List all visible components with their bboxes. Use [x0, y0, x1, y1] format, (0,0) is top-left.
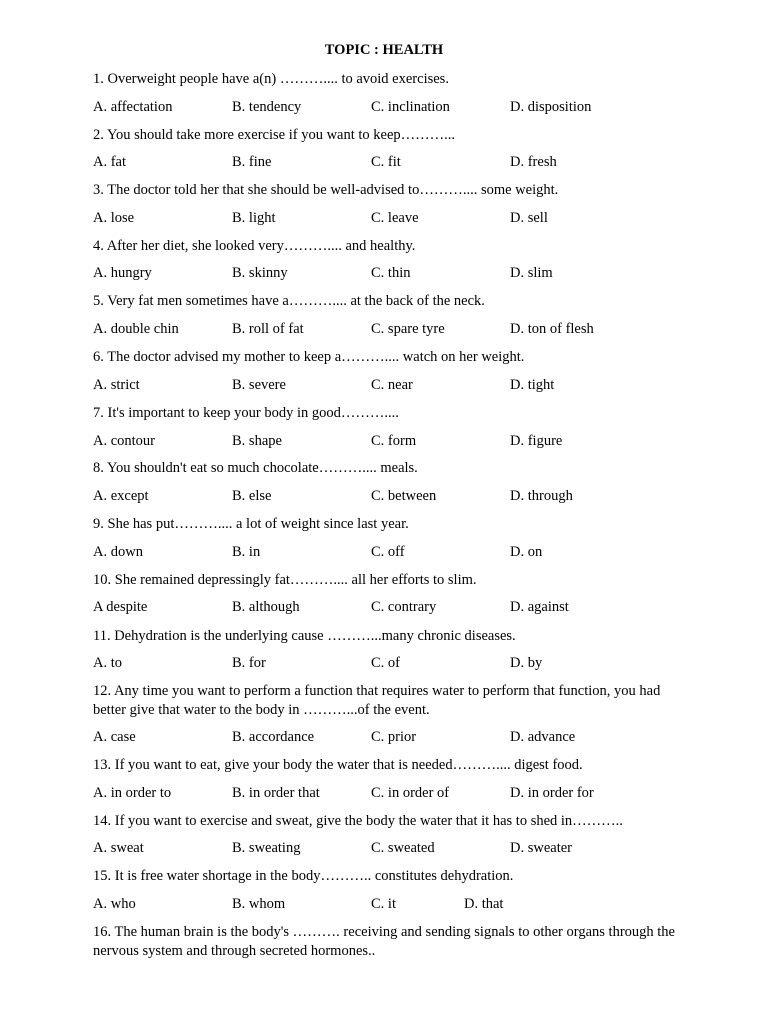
option-d: D. by — [510, 655, 543, 671]
option-a: A. down — [93, 544, 143, 560]
option-b: B. for — [232, 655, 266, 671]
option-d: D. ton of flesh — [510, 321, 594, 337]
options-4 — [93, 264, 693, 283]
option-a: A. strict — [93, 377, 140, 393]
option-d: D. on — [510, 544, 543, 560]
option-a: A. sweat — [93, 840, 144, 856]
option-b: B. in — [232, 544, 261, 560]
option-b: B. shape — [232, 433, 282, 449]
option-d: D. figure — [510, 433, 563, 449]
option-a: A. double chin — [93, 321, 179, 337]
option-a: A. in order to — [93, 785, 172, 801]
question-15: 15. It is free water shortage in the body……….. constitutes dehydration. — [93, 868, 514, 884]
option-b: B. accordance — [232, 729, 315, 745]
question-12: 12. Any time you want to perform a function that requires water to perform that function, you had better give that water to the body in ………...of the event. — [93, 683, 661, 718]
option-d: D. against — [510, 599, 569, 615]
option-a: A. affectation — [93, 99, 173, 115]
option-b: B. tendency — [232, 99, 302, 115]
option-d: D. in order for — [510, 785, 594, 801]
option-c: C. prior — [371, 729, 417, 745]
option-b: B. in order that — [232, 785, 320, 801]
options-11 — [93, 654, 693, 673]
option-a: A. hungry — [93, 265, 152, 281]
option-c: C. fit — [371, 154, 401, 170]
option-a: A. contour — [93, 433, 156, 449]
question-4: 4. After her diet, she looked very……….... and healthy. — [93, 238, 416, 254]
options-3 — [93, 209, 693, 228]
question-7: 7. It's important to keep your body in good……….... — [93, 405, 399, 421]
option-b: B. else — [232, 488, 272, 504]
options-10 — [93, 598, 693, 617]
option-d: D. fresh — [510, 154, 557, 170]
option-c: C. it — [371, 896, 396, 912]
question-2: 2. You should take more exercise if you want to keep………... — [93, 127, 456, 143]
question-8: 8. You shouldn't eat so much chocolate……….... meals. — [93, 460, 418, 476]
option-b: B. fine — [232, 154, 272, 170]
option-c: C. form — [371, 433, 417, 449]
option-a: A. to — [93, 655, 122, 671]
option-a: A despite — [93, 599, 148, 615]
option-d: D. sell — [510, 210, 548, 226]
option-d: D. tight — [510, 377, 555, 393]
option-d: D. sweater — [510, 840, 573, 856]
option-c: C. off — [371, 544, 405, 560]
question-16: 16. The human brain is the body's ………. receiving and sending signals to other organs through the nervous system and through secreted hormones.. — [93, 924, 675, 959]
option-b: B. whom — [232, 896, 286, 912]
option-d: D. through — [510, 488, 573, 504]
question-3: 3. The doctor told her that she should be well-advised to……….... some weight. — [93, 182, 559, 198]
question-14: 14. If you want to exercise and sweat, give the body the water that it has to shed in……….. — [93, 813, 623, 829]
options-6 — [93, 376, 693, 395]
option-c: C. between — [371, 488, 437, 504]
question-10: 10. She remained depressingly fat……….... all her efforts to slim. — [93, 572, 477, 588]
question-6: 6. The doctor advised my mother to keep a……….... watch on her weight. — [93, 349, 525, 365]
option-a: A. case — [93, 729, 136, 745]
option-a: A. lose — [93, 210, 135, 226]
question-9: 9. She has put……….... a lot of weight since last year. — [93, 516, 409, 532]
question-13: 13. If you want to eat, give your body the water that is needed……….... digest food. — [93, 757, 583, 773]
option-c: C. sweated — [371, 840, 435, 856]
options-8 — [93, 487, 693, 506]
option-d: D. slim — [510, 265, 553, 281]
option-c: C. in order of — [371, 785, 450, 801]
option-b: B. light — [232, 210, 276, 226]
question-5: 5. Very fat men sometimes have a……….... at the back of the neck. — [93, 293, 485, 309]
options-9 — [93, 543, 693, 562]
options-1 — [93, 98, 693, 117]
options-12 — [93, 728, 693, 747]
option-c: C. near — [371, 377, 413, 393]
option-b: B. although — [232, 599, 300, 615]
option-c: C. of — [371, 655, 400, 671]
option-a: A. except — [93, 488, 149, 504]
option-d: D. disposition — [510, 99, 592, 115]
option-b: B. skinny — [232, 265, 288, 281]
option-c: C. inclination — [371, 99, 450, 115]
option-d: D. advance — [510, 729, 576, 745]
options-13 — [93, 784, 693, 803]
option-a: A. who — [93, 896, 136, 912]
option-b: B. severe — [232, 377, 286, 393]
option-b: B. roll of fat — [232, 321, 304, 337]
question-11: 11. Dehydration is the underlying cause ………...many chronic diseases. — [93, 628, 516, 644]
option-a: A. fat — [93, 154, 127, 170]
option-c: C. spare tyre — [371, 321, 445, 337]
question-1: 1. Overweight people have a(n) ……….... to avoid exercises. — [93, 71, 449, 87]
options-7 — [93, 432, 693, 451]
option-d: D. that — [464, 896, 504, 912]
options-5 — [93, 320, 693, 339]
option-c: C. thin — [371, 265, 411, 281]
option-b: B. sweating — [232, 840, 301, 856]
options-14 — [93, 839, 693, 858]
option-c: C. contrary — [371, 599, 437, 615]
options-2 — [93, 153, 693, 172]
option-c: C. leave — [371, 210, 419, 226]
options-15 — [93, 895, 693, 914]
page-title: TOPIC : HEALTH — [324, 42, 444, 58]
